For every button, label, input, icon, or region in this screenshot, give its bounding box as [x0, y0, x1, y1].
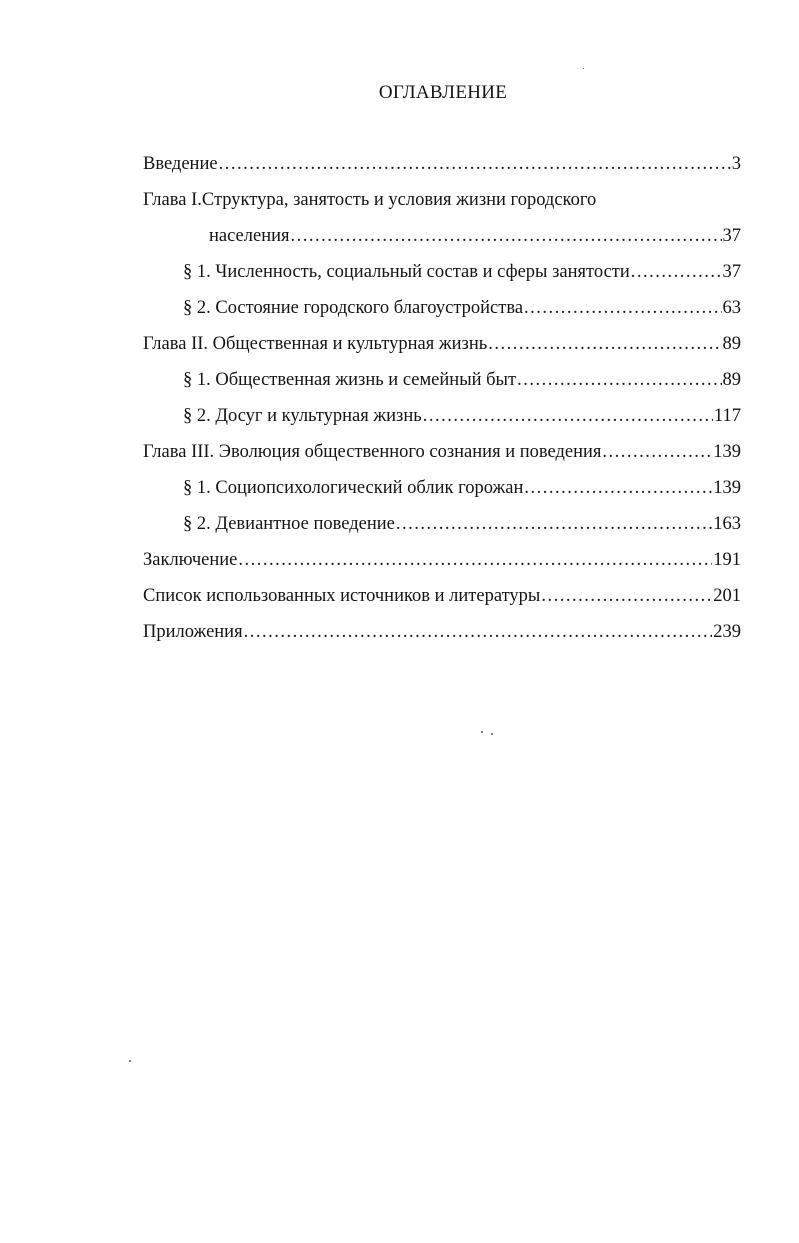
- toc-entry-chapter-2: [143, 330, 741, 366]
- table-of-contents: [143, 150, 741, 654]
- toc-entry-page: 3: [731, 154, 741, 174]
- toc-entry-text: Заключение: [143, 550, 238, 570]
- toc-entry-text: § 2. Девиантное поведение: [183, 514, 395, 534]
- toc-entry-page: 239: [713, 622, 741, 642]
- toc-entry-text: населения: [209, 226, 290, 246]
- toc-entry-conclusion: [143, 546, 741, 582]
- toc-leader-dots: [396, 510, 712, 538]
- scan-speck: [491, 733, 493, 735]
- toc-entry-page: 139: [713, 442, 741, 462]
- toc-entry-text: § 2. Состояние городского благоустройства: [183, 298, 524, 318]
- toc-leader-dots: [291, 222, 722, 250]
- toc-entry-1-1: [143, 258, 741, 294]
- toc-leader-dots: [488, 330, 721, 358]
- toc-entry-text: Глава I.Структура, занятость и условия жизни городского: [143, 190, 597, 210]
- toc-entry-page: 201: [713, 586, 741, 606]
- toc-leader-dots: [631, 258, 722, 286]
- scan-speck: [481, 731, 483, 733]
- toc-entry-text: § 1. Социопсихологический облик горожан: [183, 478, 524, 498]
- toc-entry-text: § 2. Досуг и культурная жизнь: [183, 406, 422, 426]
- toc-entry-text: Введение: [143, 154, 218, 174]
- toc-entry-page: 117: [713, 406, 741, 426]
- toc-entry-page: 163: [713, 514, 741, 534]
- toc-entry-appendices: [143, 618, 741, 654]
- toc-entry-page: 89: [722, 370, 741, 390]
- toc-entry-2-1: [143, 366, 741, 402]
- toc-entry-text: Глава II. Общественная и культурная жизнь: [143, 334, 488, 354]
- page-title: ОГЛАВЛЕНИЕ: [378, 82, 508, 103]
- toc-entry-chapter-1-continued: [143, 222, 741, 258]
- toc-leader-dots: [541, 582, 712, 610]
- toc-entry-bibliography: [143, 582, 741, 618]
- toc-entry-page: 37: [722, 226, 741, 246]
- toc-leader-dots: [524, 294, 721, 322]
- toc-entry-text: Список использованных источников и литературы: [143, 586, 541, 606]
- toc-entry-1-2: [143, 294, 741, 330]
- toc-entry-text: Глава III. Эволюция общественного сознания и поведения: [143, 442, 602, 462]
- toc-entry-page: 89: [722, 334, 741, 354]
- toc-entry-page: 191: [713, 550, 741, 570]
- toc-entry-text: § 1. Общественная жизнь и семейный быт: [183, 370, 517, 390]
- toc-entry-introduction: [143, 150, 741, 186]
- toc-entry-3-2: [143, 510, 741, 546]
- toc-entry-text: Приложения: [143, 622, 243, 642]
- toc-entry-page: 37: [722, 262, 741, 282]
- toc-entry-page: 63: [722, 298, 741, 318]
- toc-entry-2-2: [143, 402, 741, 438]
- toc-leader-dots: [238, 546, 712, 574]
- scan-speck: [129, 1060, 131, 1062]
- toc-leader-dots: [219, 150, 731, 178]
- scan-speck: [583, 68, 584, 69]
- toc-leader-dots: [244, 618, 713, 646]
- toc-leader-dots: [423, 402, 713, 430]
- toc-leader-dots: [602, 438, 712, 466]
- toc-entry-chapter-3: [143, 438, 741, 474]
- toc-entry-page: 139: [713, 478, 741, 498]
- toc-entry-text: § 1. Численность, социальный состав и сферы занятости: [183, 262, 630, 282]
- toc-leader-dots: [524, 474, 712, 502]
- toc-leader-dots: [517, 366, 721, 394]
- toc-entry-chapter-1: [143, 186, 741, 222]
- toc-entry-3-1: [143, 474, 741, 510]
